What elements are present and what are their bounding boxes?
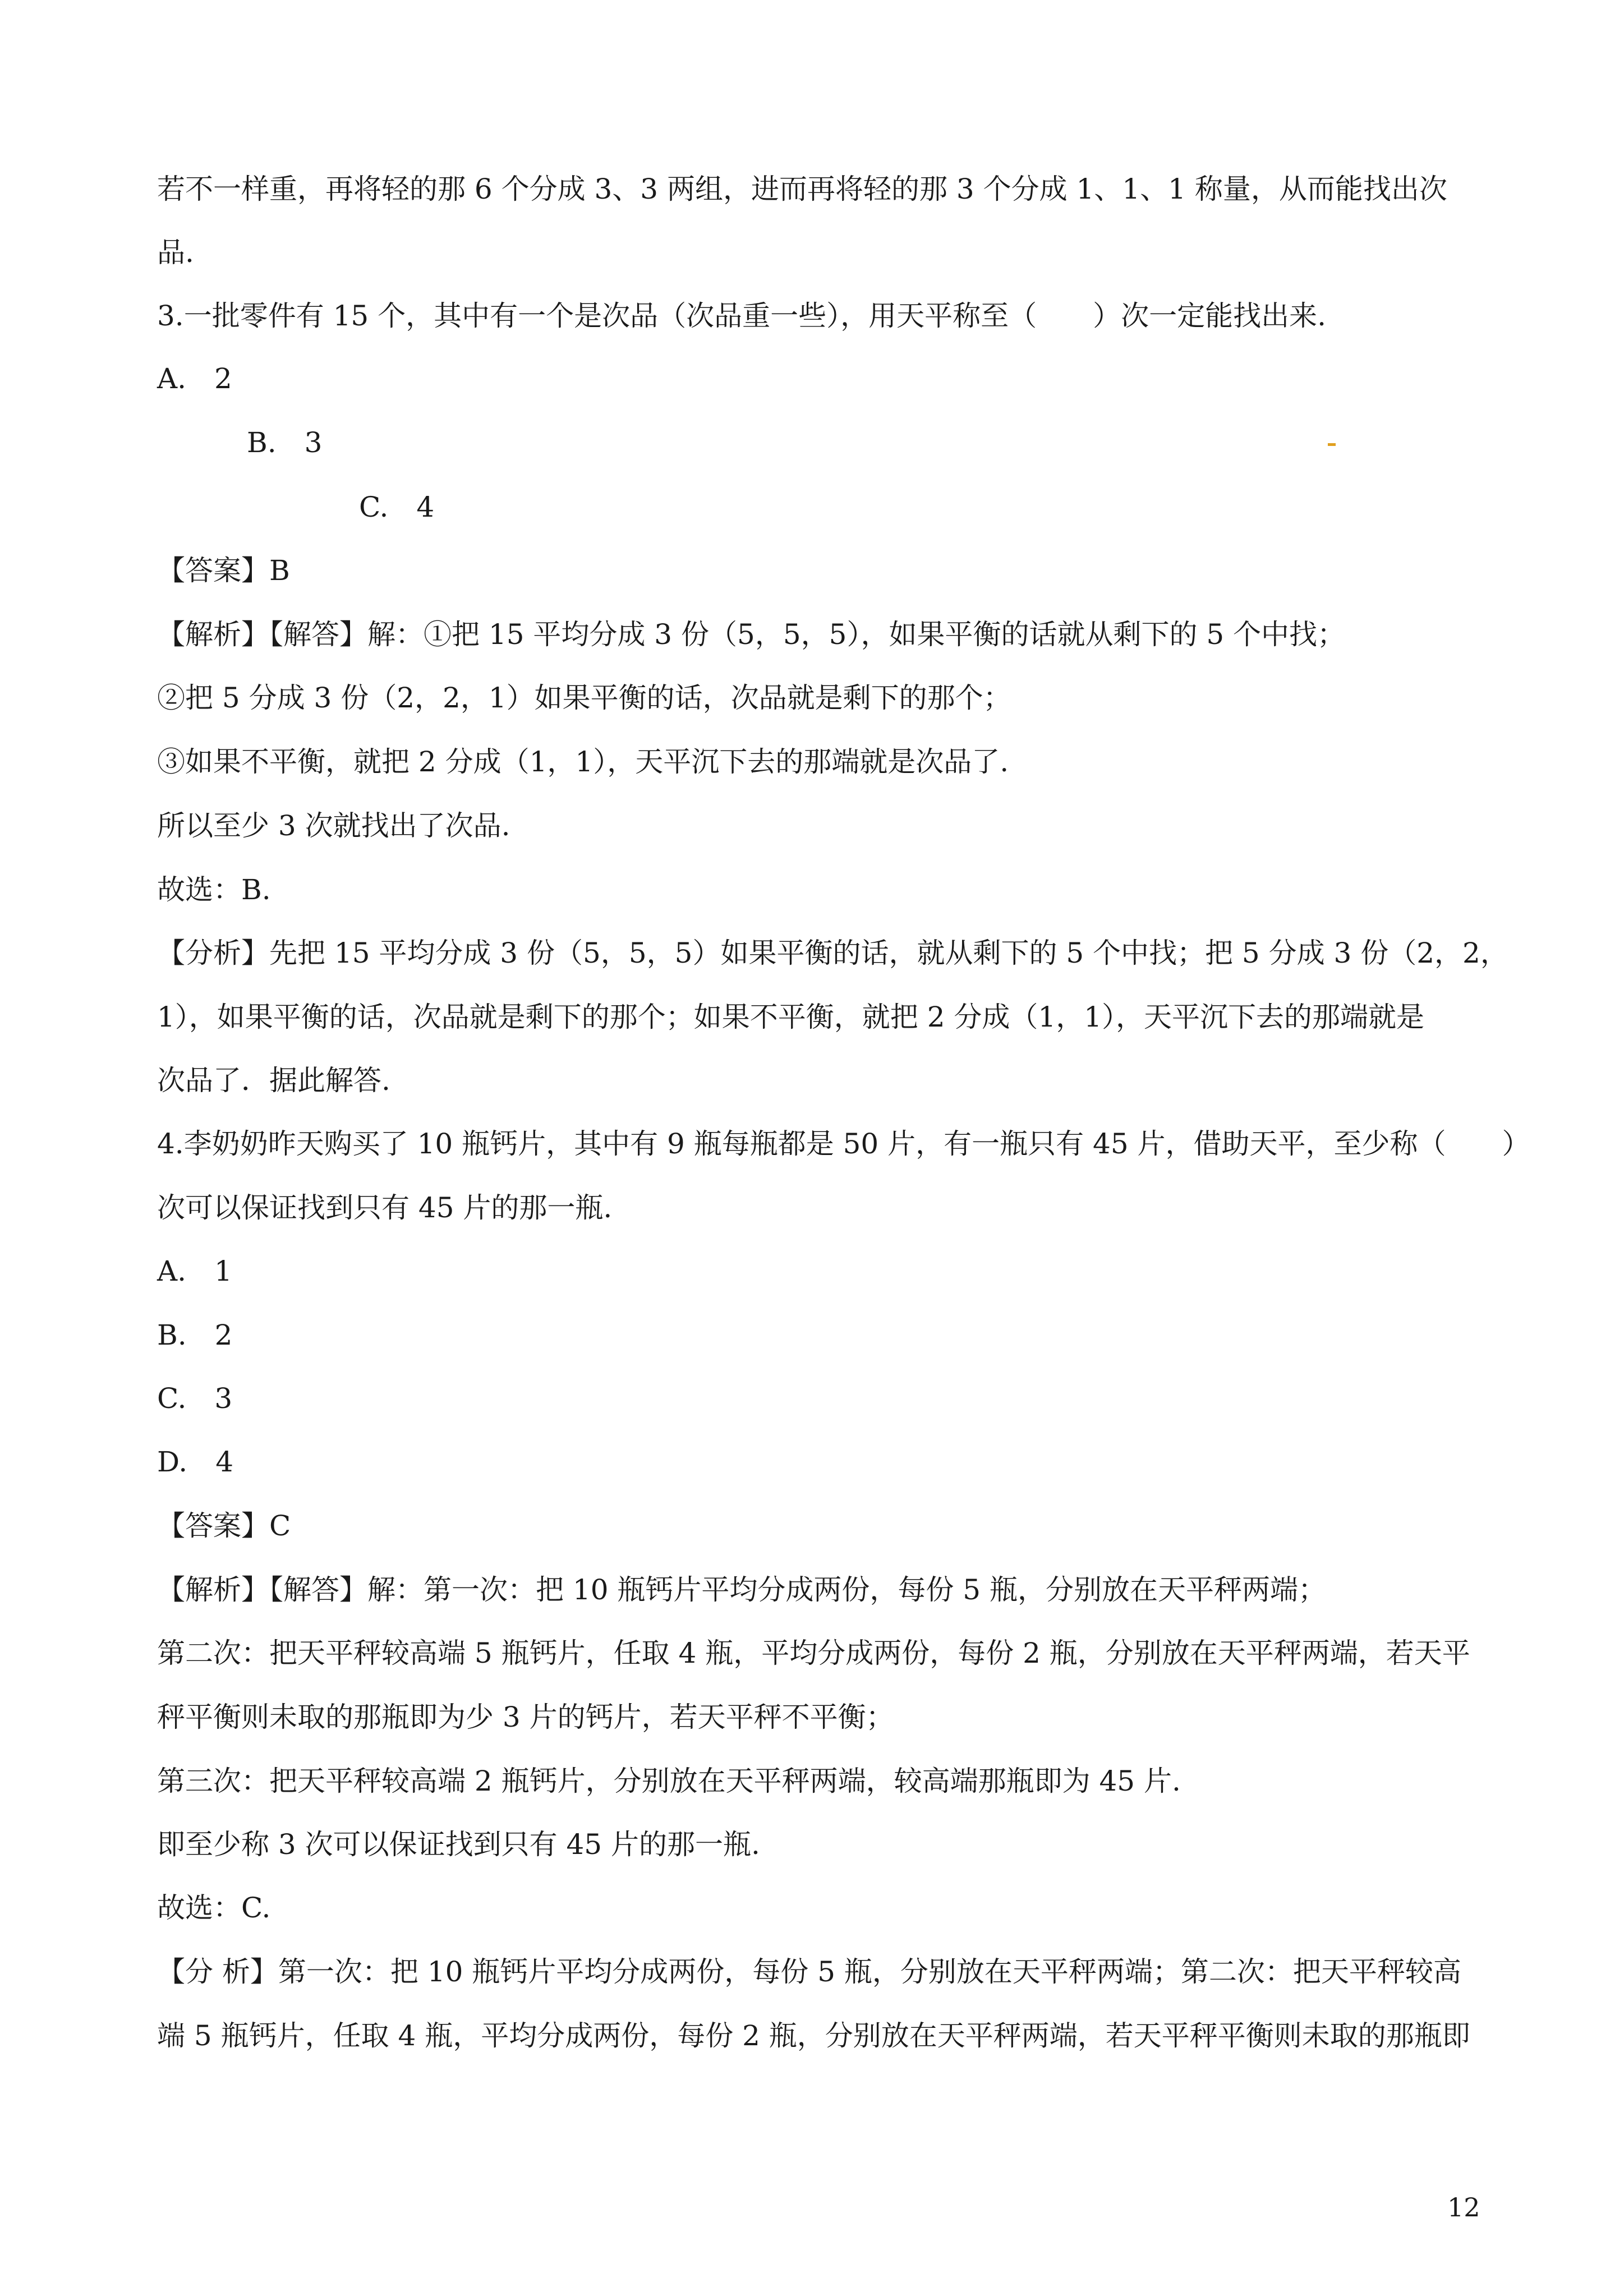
answer-label: 【答案】B xyxy=(157,554,290,587)
explanation-line: 【分析】先把 15 平均分成 3 份（5，5，5）如果平衡的话，就从剩下的 5 个中找；把 5 分成 3 份（2，2， xyxy=(157,937,1508,969)
answer-label: 【答案】C xyxy=(157,1510,291,1542)
analysis-line: 即至少称 3 次可以保证找到只有 45 片的那一瓶. xyxy=(157,1828,760,1861)
analysis-line: 【解析】【解答】解：第一次：把 10 瓶钙片平均分成两份，每份 5 瓶，分别放在天平秤两端； xyxy=(157,1573,1327,1606)
page-number: 12 xyxy=(1447,2192,1480,2223)
analysis-line: 【解析】【解答】解：①把 15 平均分成 3 份（5，5，5），如果平衡的话就从剩下的 5 个中找； xyxy=(157,618,1346,651)
analysis-line: ③如果不平衡，就把 2 分成（1，1），天平沉下去的那端就是次品了. xyxy=(157,746,1009,778)
analysis-line: ②把 5 分成 3 份（2，2，1）如果平衡的话，次品就是剩下的那个； xyxy=(157,682,1011,714)
option-c: C. 4 xyxy=(359,491,435,523)
analysis-line: 第三次：把天平秤较高端 2 瓶钙片，分别放在天平秤两端，较高端那瓶即为 45 片. xyxy=(157,1765,1181,1797)
option-d: D. 4 xyxy=(157,1446,234,1478)
text-line: 品. xyxy=(157,236,194,269)
option-b: B. 3 xyxy=(247,426,323,459)
analysis-line: 秤平衡则未取的那瓶即为少 3 片的钙片，若天平秤不平衡； xyxy=(157,1701,894,1733)
analysis-line: 第二次：把天平秤较高端 5 瓶钙片，任取 4 瓶，平均分成两份，每份 2 瓶，分别放在天平秤两端，若天平 xyxy=(157,1637,1470,1669)
text-line: 若不一样重，再将轻的那 6 个分成 3、3 两组，进而再将轻的那 3 个分成 1、1、1 称量，从而能找出次 xyxy=(157,173,1447,205)
orange-dash-mark xyxy=(1328,443,1336,446)
explanation-line: 1），如果平衡的话，次品就是剩下的那个；如果不平衡，就把 2 分成（1，1），天平沉下去的那端就是 xyxy=(157,1001,1425,1033)
explanation-line: 【分 析】第一次：把 10 瓶钙片平均分成两份，每份 5 瓶，分别放在天平秤两端；第二次：把天平秤较高 xyxy=(157,1955,1461,1988)
option-a: A. 2 xyxy=(157,362,232,395)
explanation-line: 端 5 瓶钙片，任取 4 瓶，平均分成两份，每份 2 瓶，分别放在天平秤两端，若天平秤平衡则未取的那瓶即 xyxy=(157,2019,1470,2052)
question-3: 3.一批零件有 15 个，其中有一个是次品（次品重一些），用天平称至（ ）次一定能找出来. xyxy=(157,300,1327,332)
choice-line: 故选：B. xyxy=(157,873,271,906)
option-c: C. 3 xyxy=(157,1382,233,1415)
question-4-cont: 次可以保证找到只有 45 片的那一瓶. xyxy=(157,1191,613,1224)
option-b: B. 2 xyxy=(157,1319,233,1351)
option-a: A. 1 xyxy=(157,1255,232,1287)
analysis-line: 所以至少 3 次就找出了次品. xyxy=(157,809,510,842)
choice-line: 故选：C. xyxy=(157,1892,271,1924)
explanation-line: 次品了．据此解答. xyxy=(157,1064,390,1097)
question-4: 4.李奶奶昨天购买了 10 瓶钙片，其中有 9 瓶每瓶都是 50 片，有一瓶只有 45 片，借助天平，至少称（ ） xyxy=(157,1128,1530,1160)
